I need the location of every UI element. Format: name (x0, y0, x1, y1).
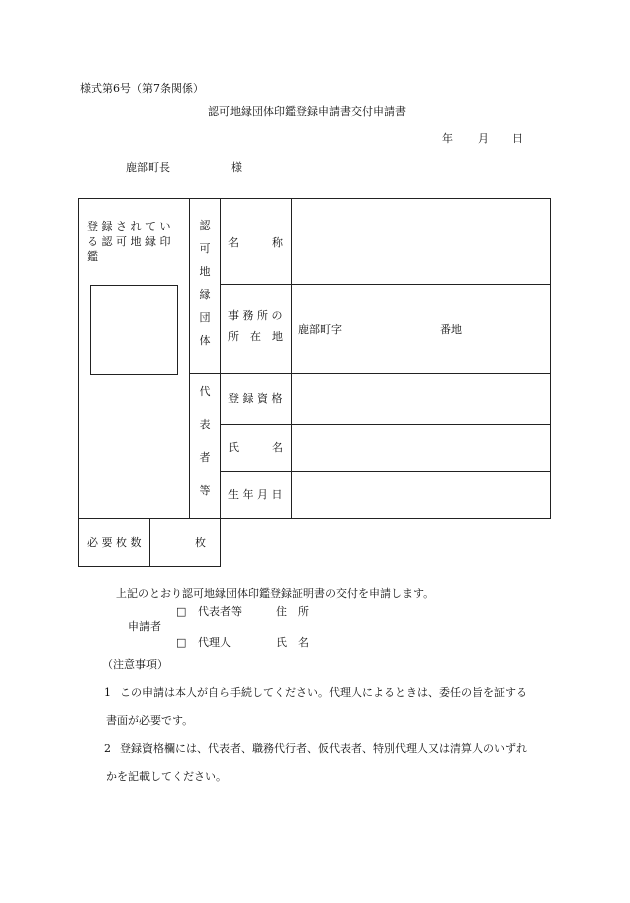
option2-checkbox[interactable]: □ (176, 636, 187, 649)
form-number: 様式第6号（第7条関係） (80, 82, 204, 95)
copies-label: 必 要 枚 数 (87, 536, 142, 549)
office-suffix: 番地 (440, 323, 462, 336)
note-1-line1: この申請は本人が自ら手続してください。代理人によるときは、委任の旨を証する (120, 686, 527, 699)
seal-label-line3: 鑑 (87, 250, 98, 263)
addressee: 鹿部町長 (126, 161, 170, 174)
document-title: 認可地縁団体印鑑登録申請書交付申請書 (208, 105, 406, 118)
office-label-line2: 所 在 地 (228, 330, 283, 343)
option1-field: 住 所 (276, 605, 309, 618)
qualification-label: 登 録 資 格 (228, 392, 283, 405)
date-month: 月 (478, 132, 489, 145)
name-label: 名 称 (228, 236, 283, 249)
option2-field: 氏 名 (276, 636, 309, 649)
seal-stamp-box[interactable] (90, 285, 178, 375)
person-name-label: 氏 名 (228, 441, 283, 454)
application-statement: 上記のとおり認可地縁団体印鑑登録証明書の交付を申請します。 (116, 587, 435, 600)
note-2-line2: かを記載してください。 (106, 770, 227, 783)
note-1-number: 1 (104, 686, 111, 699)
option1-label: 代表者等 (198, 605, 242, 618)
vertical-char: 等 (199, 484, 211, 497)
date-day: 日 (512, 132, 523, 145)
copies-unit: 枚 (195, 536, 206, 549)
honorific: 様 (231, 161, 242, 174)
notes-heading: （注意事項） (102, 658, 168, 671)
vertical-char: 代 (199, 385, 211, 398)
vertical-char: 団 (199, 311, 211, 324)
vertical-char: 者 (199, 451, 211, 464)
option2-label: 代理人 (198, 636, 231, 649)
vertical-char: 可 (199, 242, 211, 255)
vertical-char: 認 (199, 219, 211, 232)
representative-vertical-label (198, 386, 212, 518)
date-year: 年 (442, 132, 453, 145)
group-vertical-label (198, 220, 212, 358)
note-2-number: 2 (104, 742, 111, 755)
seal-label-line2: る 認 可 地 縁 印 (87, 235, 171, 248)
vertical-char: 体 (199, 334, 211, 347)
note-2-line1: 登録資格欄には、代表者、職務代行者、仮代表者、特別代理人又は清算人のいずれ (120, 742, 527, 755)
birthdate-label: 生 年 月 日 (228, 488, 283, 501)
office-label-line1: 事 務 所 の (228, 309, 283, 322)
seal-label-line1: 登 録 さ れ て い (87, 220, 171, 233)
option1-checkbox[interactable]: □ (176, 605, 187, 618)
vertical-char: 表 (199, 418, 211, 431)
note-1-line2: 書面が必要です。 (106, 714, 194, 727)
office-prefix: 鹿部町字 (298, 323, 342, 336)
vertical-char: 地 (199, 265, 211, 278)
vertical-char: 縁 (199, 288, 211, 301)
applicant-label: 申請者 (128, 620, 161, 633)
